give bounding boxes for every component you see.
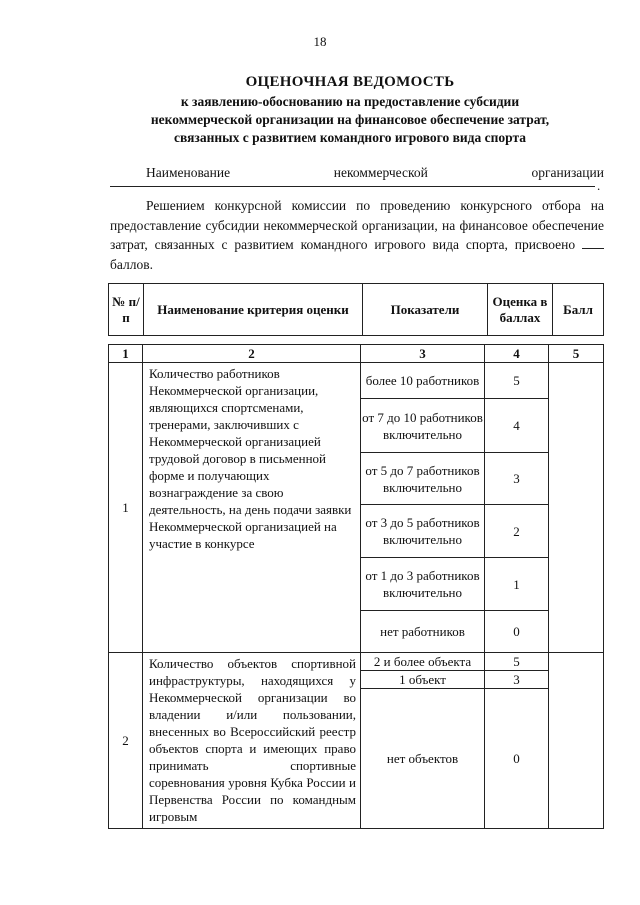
indicator-text: от 5 до 7 работников включительно <box>361 453 485 505</box>
colnum-1: 1 <box>109 345 143 363</box>
paragraph-text: Решением конкурсной комиссии по проведению конкурсного отбора на предоставление субсидии некоммерческой организации, на финансовое обеспечение затрат, связанных с развитием командного игрового вида спорта, присвоено <box>110 198 604 252</box>
row-1-num: 1 <box>109 363 143 653</box>
indicator-score: 1 <box>485 558 549 611</box>
page-number: 18 <box>313 34 327 49</box>
indicator-text: от 7 до 10 работников включительно <box>361 399 485 453</box>
indicator-text: 2 и более объекта <box>361 653 485 671</box>
org-word-2: некоммерческой <box>333 165 428 180</box>
indicator-text: нет объектов <box>361 689 485 829</box>
table-row <box>109 653 604 671</box>
indicator-score: 3 <box>485 671 549 689</box>
indicator-text: более 10 работников <box>361 363 485 399</box>
decision-paragraph <box>110 196 604 274</box>
column-number-row <box>109 345 604 363</box>
row-2-points-cell[interactable] <box>549 653 604 829</box>
subtitle-line-2: некоммерческой организации на финансовое обеспечение затрат, <box>150 112 550 127</box>
points-blank <box>582 237 604 249</box>
indicator-text: от 3 до 5 работников включительно <box>361 505 485 558</box>
row-2-num: 2 <box>109 653 143 829</box>
indicator-text: 1 объект <box>361 671 485 689</box>
header-indicators: Показатели <box>363 284 488 336</box>
org-word-1: Наименование <box>146 165 231 180</box>
row-1-criterion: Количество работников Некоммерческой организации, являющихся спортсменами, тренерами, заключивших с Некоммерческой организацией трудовой договор в письменной форме и получающих вознаграждение за свою деятельность, на день подачи заявки Некоммерческой организацией на участие в конкурсе <box>143 363 361 653</box>
header-points: Балл <box>553 284 604 336</box>
indicator-score: 4 <box>485 399 549 453</box>
indicator-score: 5 <box>485 653 549 671</box>
indicator-score: 3 <box>485 453 549 505</box>
indicator-score: 0 <box>485 611 549 653</box>
header-num: № п/п <box>109 284 144 336</box>
document-title: ОЦЕНОЧНАЯ ВЕДОМОСТЬ <box>245 74 455 90</box>
org-word-3: организации <box>531 165 604 180</box>
subtitle-line-1: к заявлению-обоснованию на предоставление субсидии <box>180 94 520 109</box>
colnum-5: 5 <box>549 345 604 363</box>
organization-name-line <box>146 165 604 181</box>
header-criterion: Наименование критерия оценки <box>144 284 363 336</box>
colnum-2: 2 <box>143 345 361 363</box>
org-end-dot: . <box>597 178 601 193</box>
indicator-score: 5 <box>485 363 549 399</box>
table-header <box>108 283 604 336</box>
table-row <box>109 363 604 399</box>
paragraph-end: баллов. <box>110 256 153 272</box>
header-score: Оценка в баллах <box>488 284 553 336</box>
indicator-score: 0 <box>485 689 549 829</box>
indicator-text: от 1 до 3 работников включительно <box>361 558 485 611</box>
colnum-3: 3 <box>361 345 485 363</box>
row-2-criterion: Количество объектов спортивной инфраструктуры, находящихся у Некоммерческой организации во владении и/или пользовании, внесенных во Всероссийский реестр объектов спорта и имеющих право принимать спортивные соревнования уровня Кубка России и Первенства России по командным игровым <box>143 653 361 829</box>
colnum-4: 4 <box>485 345 549 363</box>
organization-name-blank <box>110 186 595 187</box>
subtitle-line-3: связанных с развитием командного игрового вида спорта <box>173 130 526 145</box>
row-1-points-cell[interactable] <box>549 363 604 653</box>
indicator-text: нет работников <box>361 611 485 653</box>
indicator-score: 2 <box>485 505 549 558</box>
evaluation-table <box>108 344 604 829</box>
